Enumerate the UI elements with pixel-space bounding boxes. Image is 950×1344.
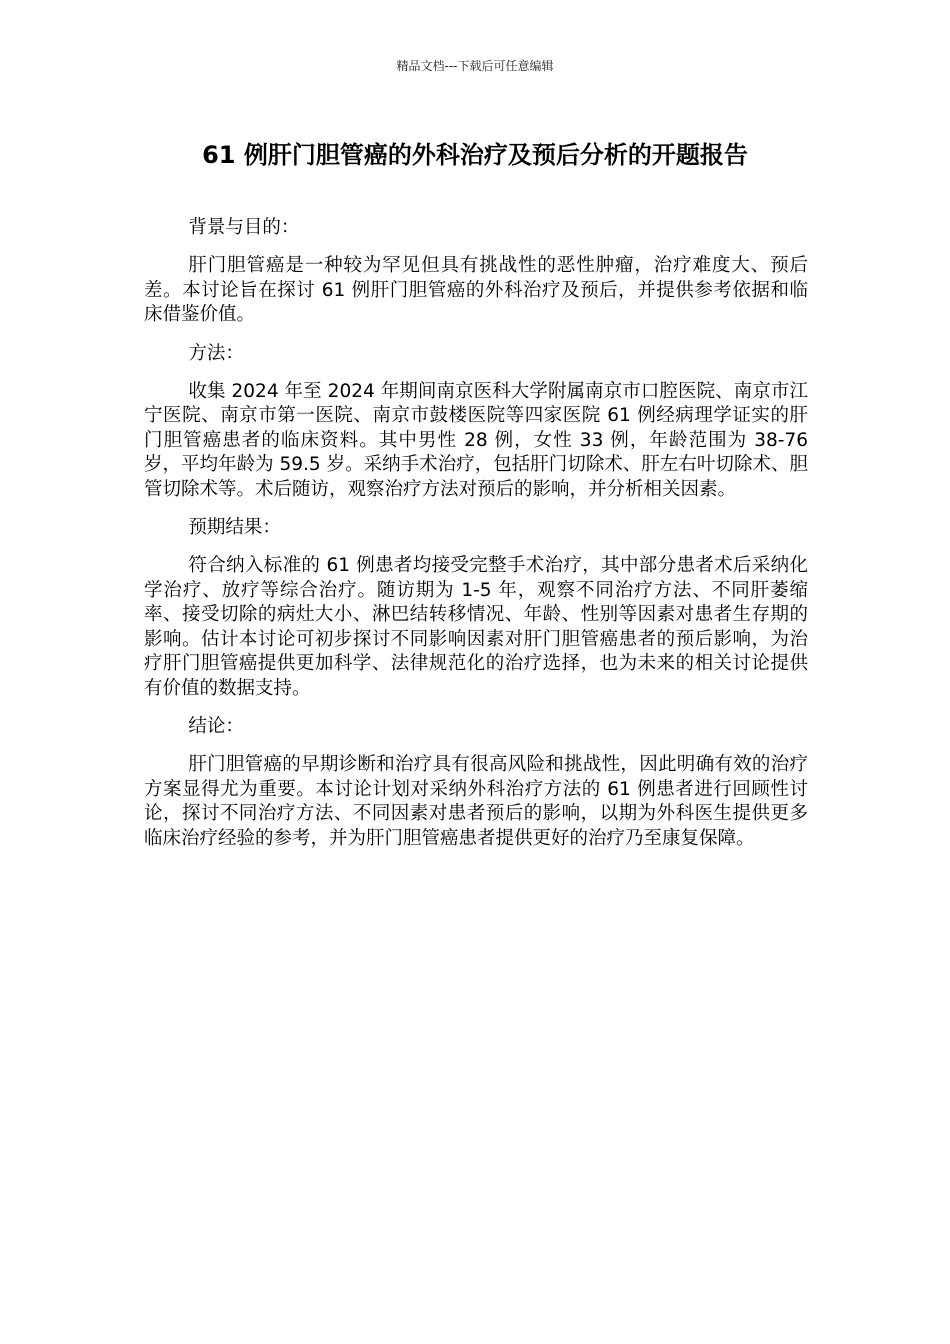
header-note: 精品文档---下载后可任意编辑 [396, 59, 554, 73]
section-text-expected-results: 符合纳入标准的 61 例患者均接受完整手术治疗，其中部分患者术后采纳化学治疗、放疗等综合治疗。随访期为 1-5 年，观察不同治疗方法、不同肝萎缩率、接受切除的病灶大小、淋巴结转移情况、年龄、性别等因素对患者生存期的影响。估计本讨论可初步探讨不同影响因素对肝门胆管癌患者的预后影响，为治疗肝门胆管癌提供更加科学、法律规范化的治疗选择，也为未来的相关讨论提供有价值的数据支持。 [144, 555, 808, 699]
section-heading-expected-results: 预期结果： [188, 517, 281, 539]
section-text-background: 肝门胆管癌是一种较为罕见但具有挑战性的恶性肿瘤，治疗难度大、预后差。本讨论旨在探讨 61 例肝门胆管癌的外科治疗及预后，并提供参考依据和临床借鉴价值。 [144, 255, 808, 326]
document-body [144, 216, 808, 865]
section-heading-background: 背景与目的： [188, 217, 300, 238]
section-text-conclusion: 肝门胆管癌的早期诊断和治疗具有很高风险和挑战性，因此明确有效的治疗方案显得尤为重要。本讨论计划对采纳外科治疗方法的 61 例患者进行回顾性讨论，探讨不同治疗方法、不同因素对患者预后的影响，以期为外科医生提供更多临床治疗经验的参考，并为肝门胆管癌患者提供更好的治疗乃至康复保障。 [144, 754, 808, 849]
document-title: 61 例肝门胆管癌的外科治疗及预后分析的开题报告 [202, 141, 748, 169]
section-text-methods: 收集 2024 年至 2024 年期间南京医科大学附属南京市口腔医院、南京市江宁医院、南京市第一医院、南京市鼓楼医院等四家医院 61 例经病理学证实的肝门胆管癌患者的临床资料。其中男性 28 例，女性 33 例，年龄范围为 38-76 岁，平均年龄为 59.5 岁。采纳手术治疗，包括肝门切除术、肝左右叶切除术、胆管切除术等。术后随访，观察治疗方法对预后的影响，并分析相关因素。 [144, 381, 808, 500]
section-heading-methods: 方法： [188, 342, 244, 364]
section-heading-conclusion: 结论： [188, 715, 244, 737]
